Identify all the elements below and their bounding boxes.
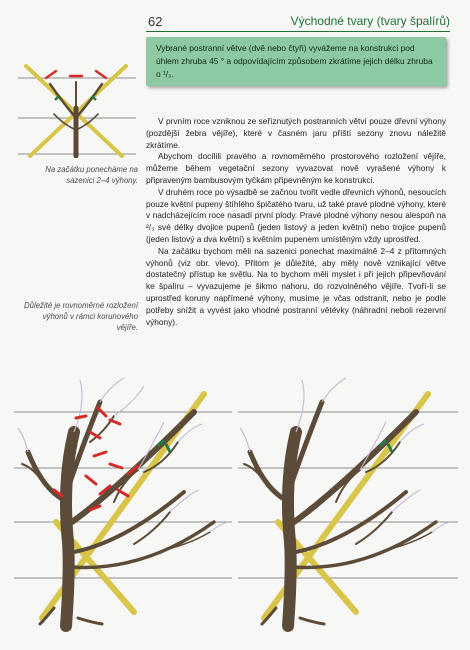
body-text xyxy=(146,116,446,328)
caption-mid: Důležité je rovnoměrné rozložení výhonů v rámci korunového vějíře. xyxy=(24,301,138,332)
paragraph: Abychom docílili pravého a rovnoměrného prostorového rozložení vějíře, můžeme během vegetační sezony vyvazovat nově vyrašené výhony k připraveným bambusovým tyčkám připevněným ke konstrukci. xyxy=(146,151,446,185)
espalier-tree-after-illustration xyxy=(238,372,458,634)
caption-top: Na začátku ponecháme na sazenici 2–4 výhony. xyxy=(45,165,138,185)
page-number: 62 xyxy=(148,14,163,29)
sapling-illustration xyxy=(18,38,136,158)
running-header: Východné tvary (tvary špalírů) xyxy=(290,14,450,28)
espalier-tree-before-illustration xyxy=(14,372,232,634)
paragraph: V druhém roce po výsadbě se začnou tvořit vedle dřevních výhonů, nesoucích pouze květní pupeny štíhlého špičatého tvaru, už také pravé plodné výhony, které v nadcházejícím roce nasadí první plody. Pravé plodné výhony nesou alespoň na ²/₃ své délky dvojice pupenů (jeden listový a jeden květní) nebo trojice pupenů (jeden listový a dva květní) s květním pupenem umístěným vždy uprostřed. xyxy=(146,186,446,244)
callout-box: Vybrané postranní větve (dvě nebo čtyři) vyvážeme na konstrukci pod úhlem zhruba 45 ° a odpovídajícím způsobem zkrátíme jejich délku zhruba o ¹/₃. xyxy=(146,37,446,86)
header-rule xyxy=(146,31,450,32)
paragraph: V prvním roce vzniknou ze seříznutých postranních větví pouze dřevní výhony (pozdější žebra vějíře), které v časném jaru příští sezony znovu náležitě zkrátíme. xyxy=(146,116,446,150)
paragraph: Na začátku bychom měli na sazenici ponechat maximálně 2–4 z přítomných výhonů (viz obr. vlevo). Přitom je důležité, aby měly nově vznikající větve dostatečný přístup ke světlu. Na to bychom měli myslet i při jejich připevňování ke špalíru – vyvazujeme je šikmo nahoru, do rozvolněného vějíře. Tvoří-li se uprostřed koruny napřímené výhony, musíme je včas odstranit, nebo je podle potřeby snížit a vyvést jako vhodné postranní větévky (náhradní neboli rezervní výhony). xyxy=(146,245,446,327)
